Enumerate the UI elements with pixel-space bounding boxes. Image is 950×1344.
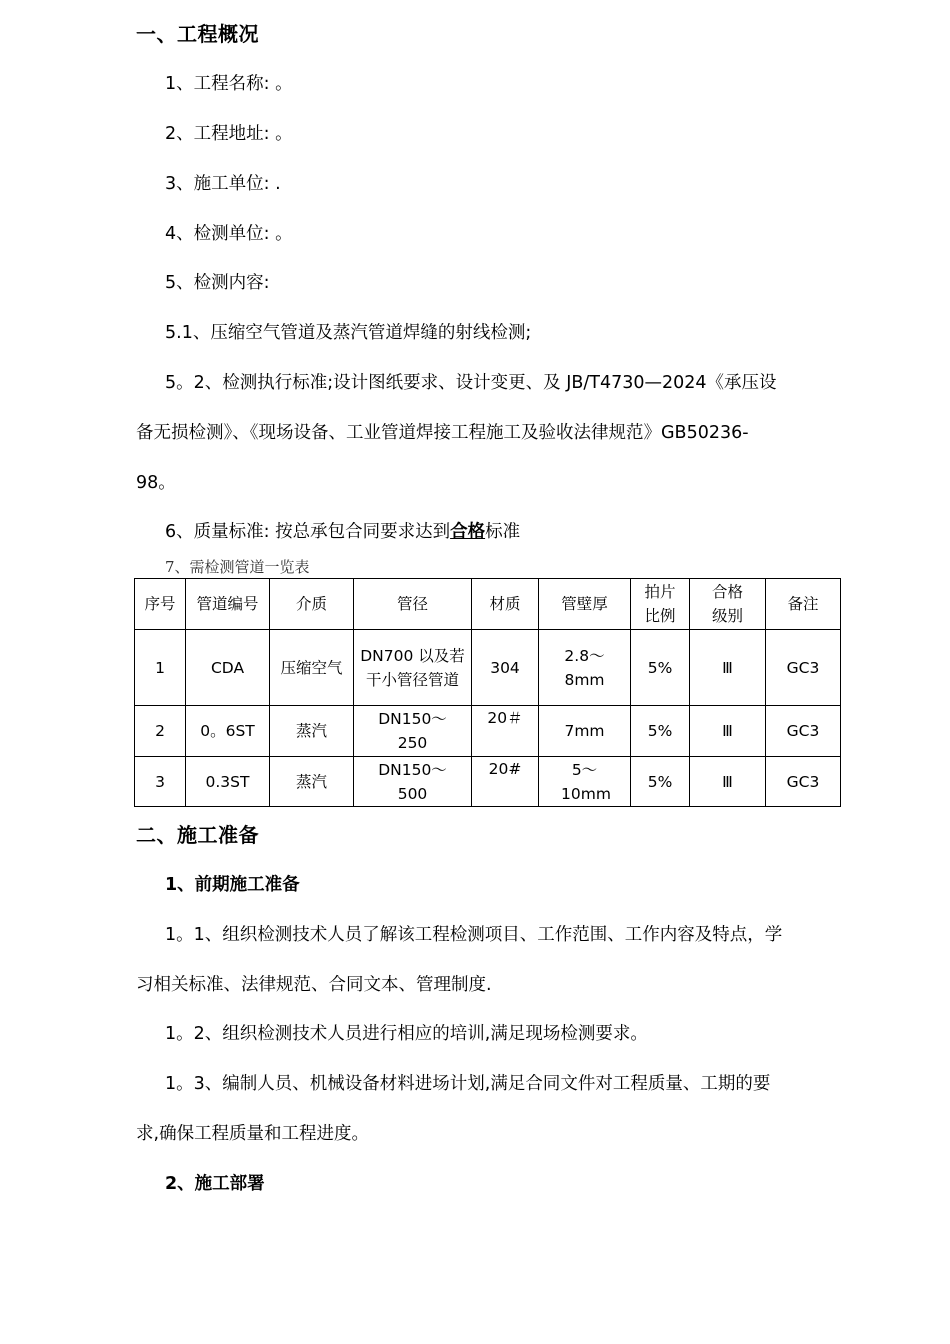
prep-item-1-2: 1。2、组织检测技术人员进行相应的培训,满足现场检测要求。 bbox=[165, 1024, 648, 1044]
quality-prefix: 6、质量标准: 按总承包合同要求达到 bbox=[165, 522, 451, 542]
header-cell: 介质 bbox=[270, 579, 354, 630]
table-cell: 1 bbox=[135, 630, 186, 706]
quality-bold: 合格 bbox=[450, 522, 486, 542]
header-cell: 管道编号 bbox=[186, 579, 270, 630]
standard-line-2: 备无损检测》、《现场设备、工业管道焊接工程施工及验收法律规范》GB50236- bbox=[136, 423, 749, 443]
table-cell: 7mm bbox=[539, 706, 631, 757]
table-cell: 5% bbox=[631, 630, 690, 706]
project-address-line: 2、工程地址: 。 bbox=[165, 124, 293, 144]
radiographic-test-line: 5.1、压缩空气管道及蒸汽管道焊缝的射线检测; bbox=[165, 323, 532, 343]
table-cell: Ⅲ bbox=[690, 757, 766, 807]
header-cell: 管径 bbox=[354, 579, 472, 630]
standard-line-1: 5。2、检测执行标准;设计图纸要求、设计变更、及 JB/T4730—2024《承压设 bbox=[165, 373, 777, 393]
table-row bbox=[135, 706, 841, 757]
header-cell: 拍片 比例 bbox=[631, 579, 690, 630]
pipe-inspection-table bbox=[134, 578, 841, 807]
table-cell: DN150～500 bbox=[354, 757, 472, 807]
table-cell: 5% bbox=[631, 757, 690, 807]
table-cell: 2 bbox=[135, 706, 186, 757]
table-cell: 5% bbox=[631, 706, 690, 757]
section-1-title: 一、工程概况 bbox=[136, 22, 259, 46]
table-cell: Ⅲ bbox=[690, 706, 766, 757]
inspection-unit-line: 4、检测单位: 。 bbox=[165, 224, 293, 244]
quality-standard-line bbox=[165, 518, 520, 543]
table-cell: GC3 bbox=[766, 757, 841, 807]
table-cell: 蒸汽 bbox=[270, 706, 354, 757]
table-cell: Ⅲ bbox=[690, 630, 766, 706]
table-cell: 20＃ bbox=[472, 706, 539, 757]
header-cell: 管壁厚 bbox=[539, 579, 631, 630]
table-cell: 3 bbox=[135, 757, 186, 807]
header-cell: 材质 bbox=[472, 579, 539, 630]
table-cell: DN700 以及若干小管径管道 bbox=[354, 630, 472, 706]
table-cell: 压缩空气 bbox=[270, 630, 354, 706]
table-cell: 蒸汽 bbox=[270, 757, 354, 807]
table-cell: 0.3ST bbox=[186, 757, 270, 807]
table-cell: GC3 bbox=[766, 706, 841, 757]
prep-item-1-3-line-2: 求,确保工程质量和工程进度。 bbox=[136, 1124, 370, 1144]
section-2-title: 二、施工准备 bbox=[136, 823, 259, 847]
subsection-2-title: 2、施工部署 bbox=[165, 1174, 265, 1194]
table-cell: DN150～250 bbox=[354, 706, 472, 757]
table-cell: GC3 bbox=[766, 630, 841, 706]
construction-unit-line: 3、施工单位: . bbox=[165, 174, 281, 194]
inspection-content-line: 5、检测内容: bbox=[165, 273, 270, 293]
header-cell: 备注 bbox=[766, 579, 841, 630]
table-row bbox=[135, 630, 841, 706]
header-cell: 合格 级别 bbox=[690, 579, 766, 630]
table-header-row bbox=[135, 579, 841, 630]
table-cell: 20# bbox=[472, 757, 539, 807]
table-row bbox=[135, 757, 841, 807]
table-cell: CDA bbox=[186, 630, 270, 706]
table-caption: 7、需检测管道一览表 bbox=[165, 558, 310, 576]
prep-item-1-3-line-1: 1。3、编制人员、机械设备材料进场计划,满足合同文件对工程质量、工期的要 bbox=[165, 1074, 771, 1094]
prep-item-1-1-line-1: 1。1、组织检测技术人员了解该工程检测项目、工作范围、工作内容及特点，学 bbox=[165, 925, 783, 945]
quality-suffix: 标准 bbox=[485, 522, 521, 542]
table-cell: 2.8～8mm bbox=[539, 630, 631, 706]
subsection-1-title: 1、前期施工准备 bbox=[165, 875, 300, 895]
project-name-line: 1、工程名称: 。 bbox=[165, 74, 293, 94]
header-cell: 序号 bbox=[135, 579, 186, 630]
prep-item-1-1-line-2: 习相关标准、法律规范、合同文本、管理制度. bbox=[136, 975, 492, 995]
table-cell: 0。6ST bbox=[186, 706, 270, 757]
standard-line-3: 98。 bbox=[136, 473, 176, 493]
table-cell: 5～10mm bbox=[539, 757, 631, 807]
table-cell: 304 bbox=[472, 630, 539, 706]
